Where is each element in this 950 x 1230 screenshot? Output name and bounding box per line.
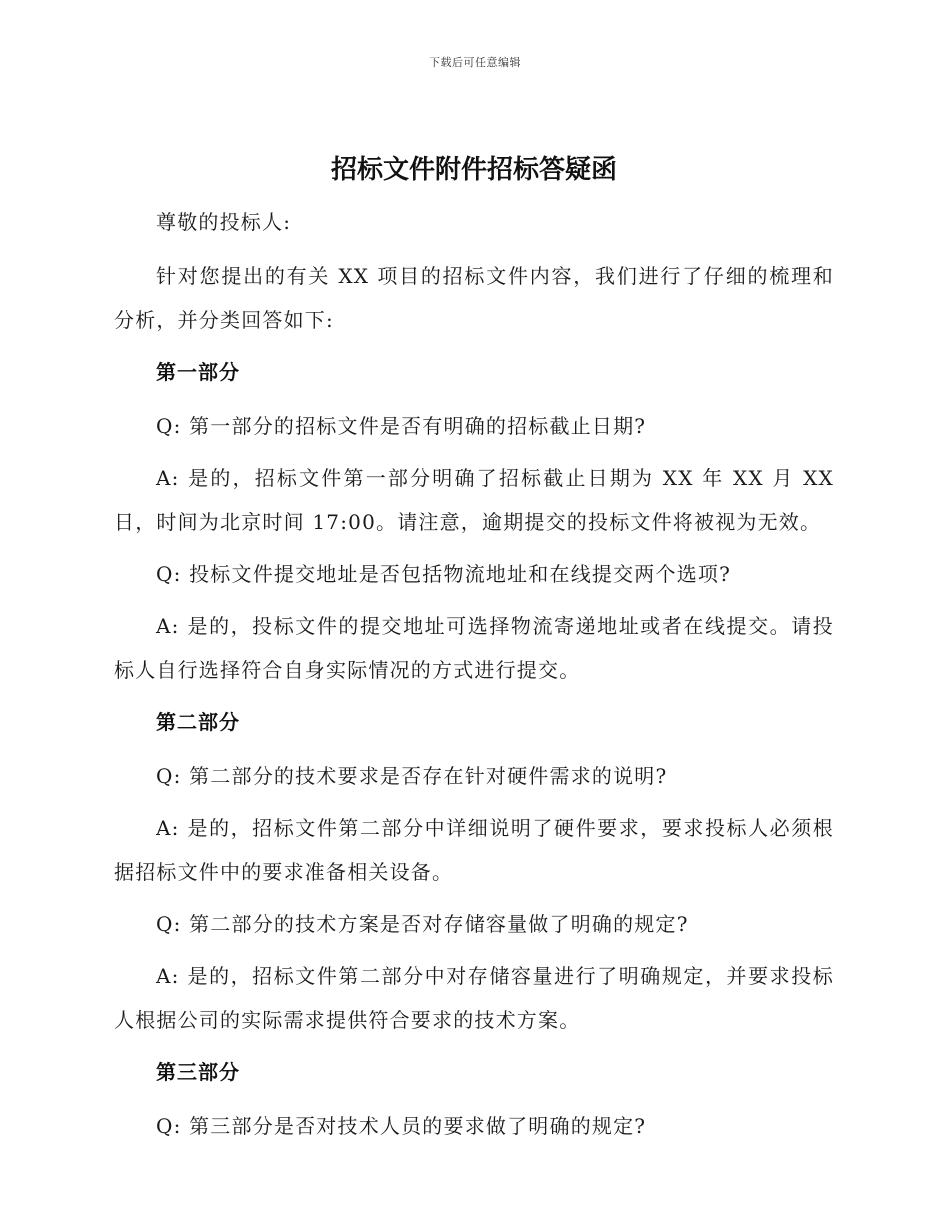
document-title: 招标文件附件招标答疑函 [330, 155, 617, 185]
section-heading: 第二部分 [156, 710, 240, 734]
question-paragraph: Q: 第一部分的招标文件是否有明确的招标截止日期? [156, 414, 647, 438]
section-2 [114, 700, 834, 1042]
header-note: 下载后可任意编辑 [429, 56, 521, 69]
answer-paragraph: A: 是的，招标文件第二部分中详细说明了硬件要求，要求投标人必须根据招标文件中的要求准备相关设备。 [114, 816, 834, 884]
question-paragraph: Q: 投标文件提交地址是否包括物流地址和在线提交两个选项? [156, 562, 732, 586]
answer-paragraph: A: 是的，招标文件第二部分中对存储容量进行了明确规定，并要求投标人根据公司的实际需求提供符合要求的技术方案。 [114, 964, 834, 1032]
answer-paragraph: A: 是的，招标文件第一部分明确了招标截止日期为 XX 年 XX 月 XX 日，时间为北京时间 17:00。请注意，逾期提交的投标文件将被视为无效。 [114, 466, 834, 534]
section-heading: 第三部分 [156, 1060, 240, 1084]
question-paragraph: Q: 第三部分是否对技术人员的要求做了明确的规定? [156, 1114, 647, 1138]
answer-paragraph: A: 是的，投标文件的提交地址可选择物流寄递地址或者在线提交。请投标人自行选择符合自身实际情况的方式进行提交。 [114, 614, 834, 682]
question-paragraph: Q: 第二部分的技术方案是否对存储容量做了明确的规定? [156, 912, 689, 936]
intro-paragraph: 针对您提出的有关 XX 项目的招标文件内容，我们进行了仔细的梳理和分析，并分类回答如下: [114, 264, 834, 332]
section-1 [114, 350, 834, 692]
question-paragraph: Q: 第二部分的技术要求是否存在针对硬件需求的说明? [156, 764, 668, 788]
section-3 [114, 1050, 834, 1148]
section-heading: 第一部分 [156, 360, 240, 384]
document-body [114, 150, 834, 1156]
salutation: 尊敬的投标人: [156, 210, 292, 234]
